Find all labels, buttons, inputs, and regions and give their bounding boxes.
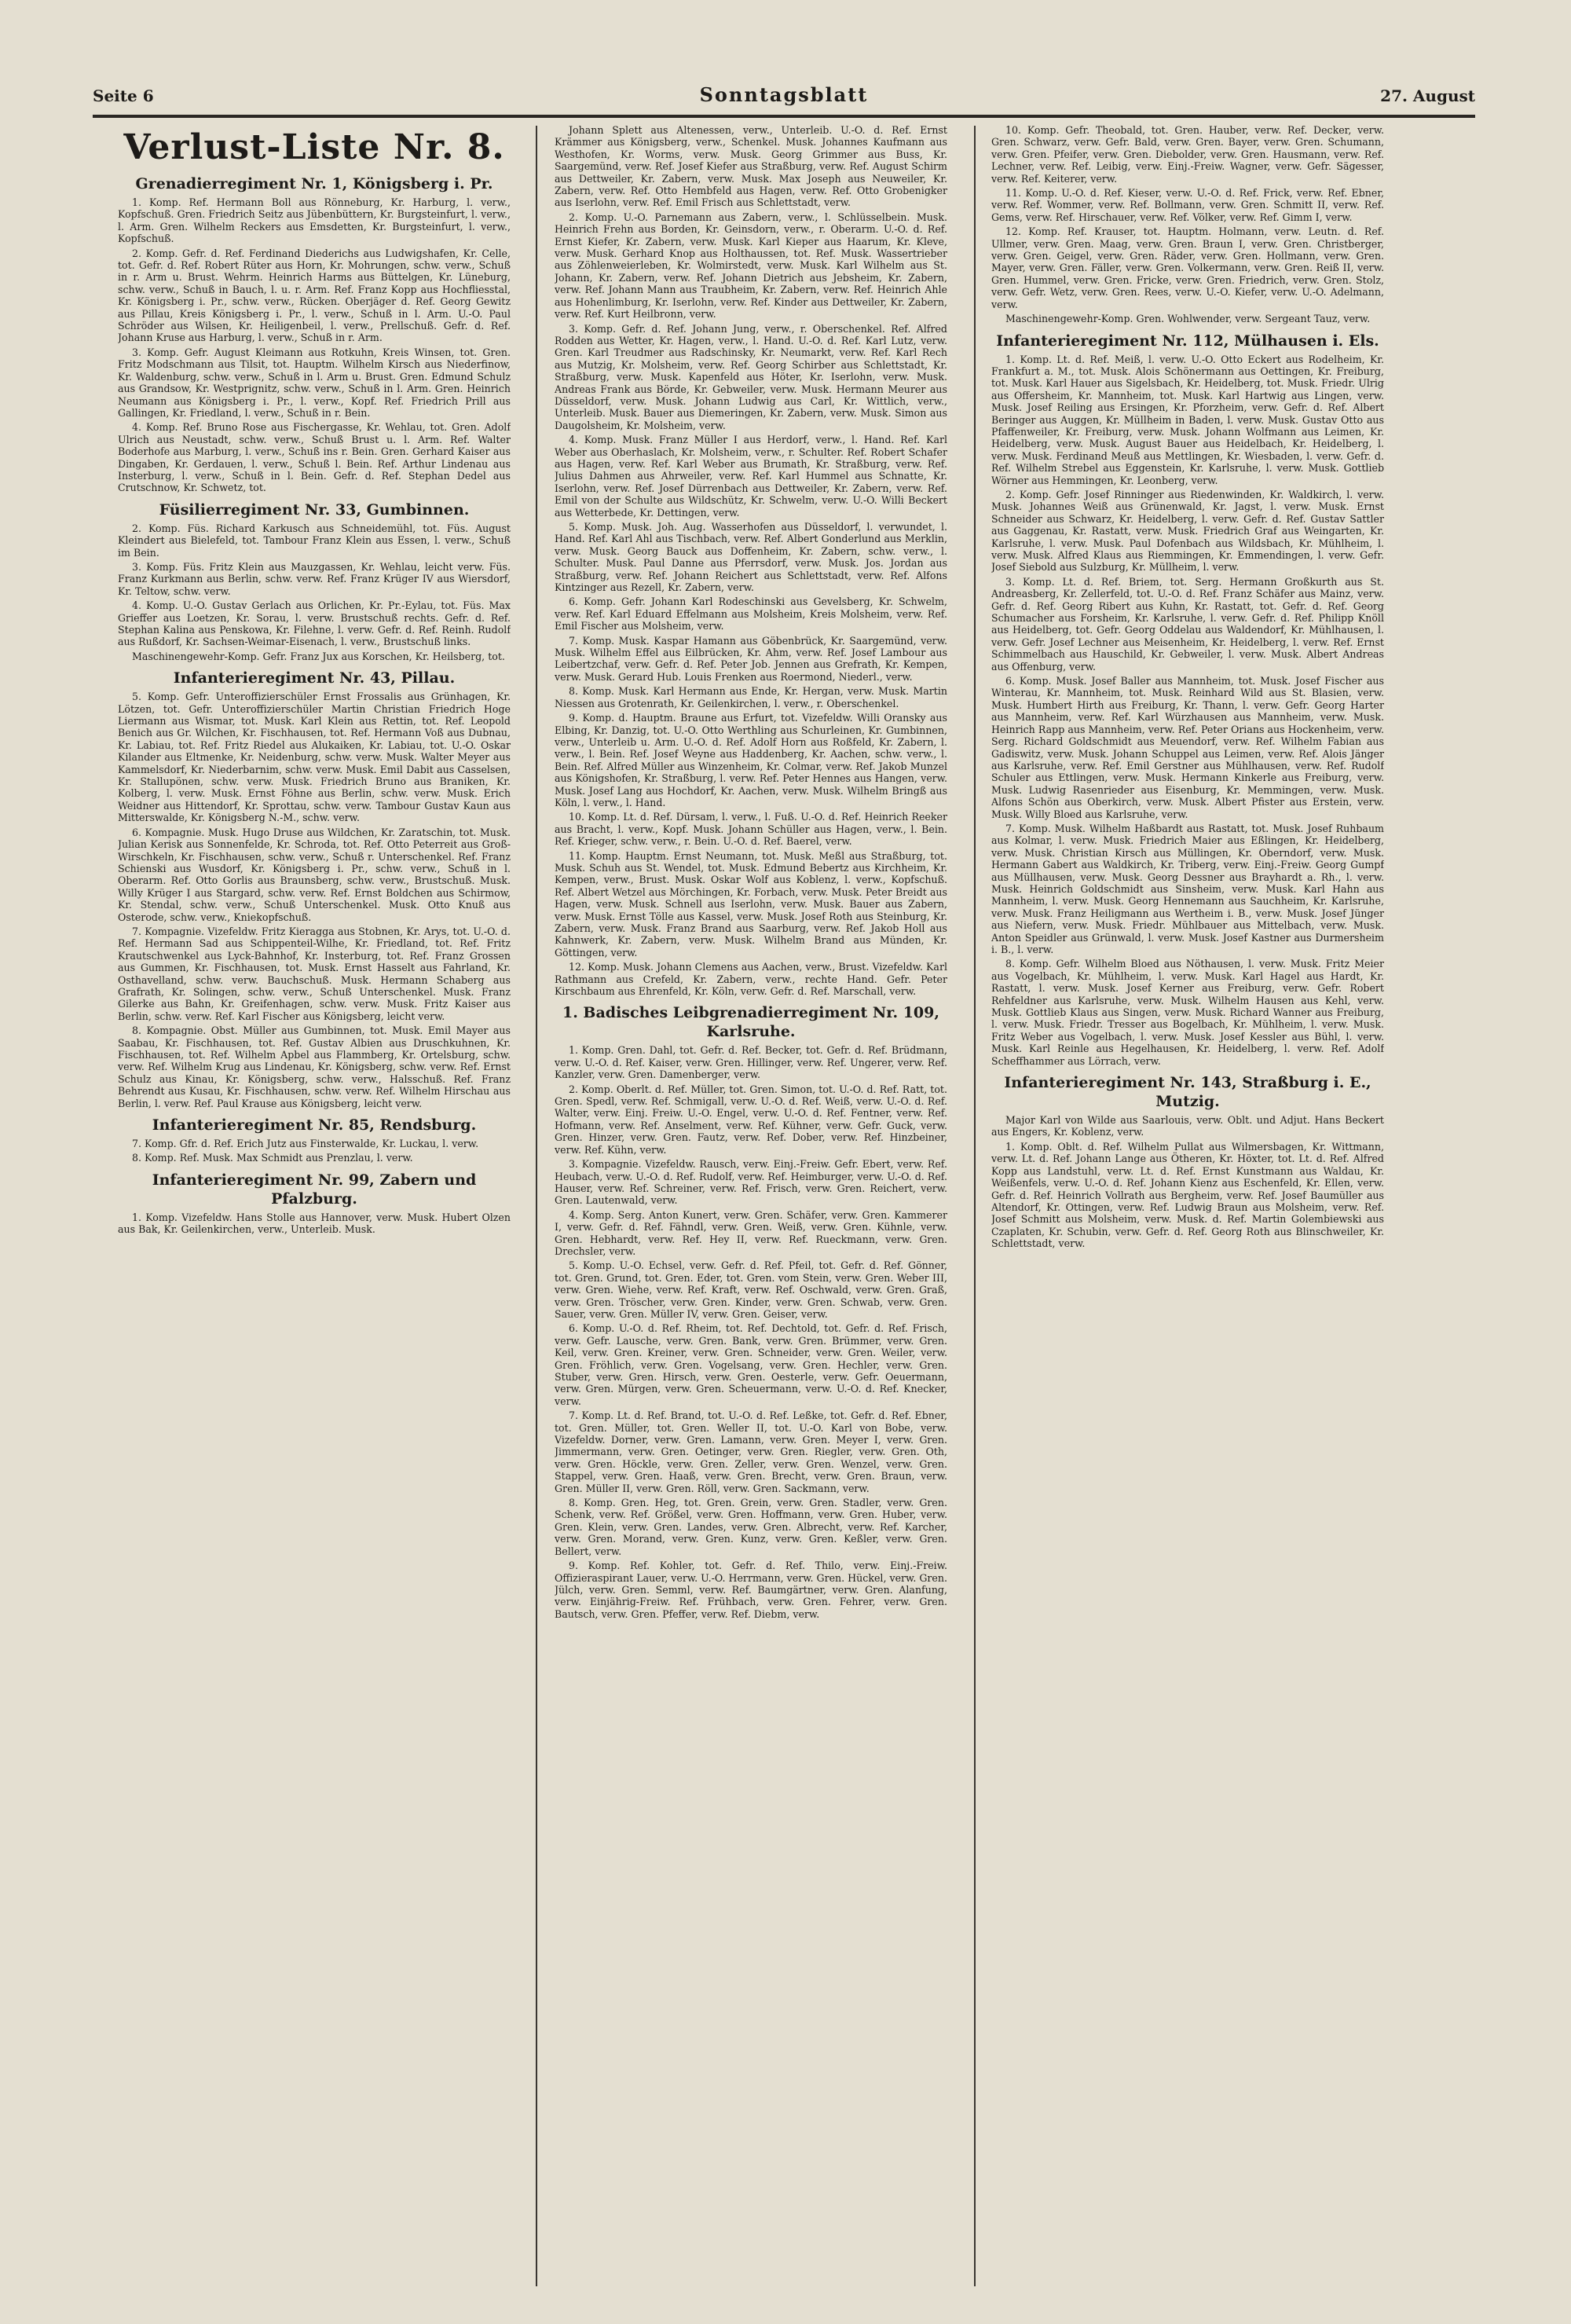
issue-date: 27. August bbox=[1380, 86, 1475, 105]
text-column-2 bbox=[555, 124, 947, 2293]
casualty-entry: 5. Komp. U.-O. Echsel, verw. Gefr. d. Ref. Pfeil, tot. Gefr. d. Ref. Gönner, tot. Gren. Grund, tot. Gren. Eder, tot. Gren. vom Stein, verw. Gren. Weber III, verw. Gren. Wiehe, verw. Ref. Kraft, verw. Ref. Oschwald, verw. Gren. Graß, verw. Gren. Tröscher, verw. Gren. Kinder, verw. Gren. Schwab, verw. Gren. Sauer, verw. Gren. Müller IV, verw. Gren. Geiser, verw. bbox=[555, 1259, 947, 1320]
casualty-entry: 1. Komp. Ref. Hermann Boll aus Rönneburg, Kr. Harburg, l. verw., Kopfschuß. Gren. Friedrich Seitz aus Jübenbüttern, Kr. Burgsteinfurt, l. verw., l. Arm. Gren. Wilhelm Reckers aus Emsdetten, Kr. Burgsteinfurt, l. verw., Kopfschuß. bbox=[118, 196, 511, 245]
casualty-entry: 6. Komp. U.-O. d. Ref. Rheim, tot. Ref. Dechtold, tot. Gefr. d. Ref. Frisch, verw. Gefr. Lausche, verw. Gren. Bank, verw. Gren. Brümmer, verw. Gren. Keil, verw. Gren. Kreiner, verw. Gren. Schneider, verw. Gren. Weiler, verw. Gren. Fröhlich, verw. Gren. Vogelsang, verw. Gren. Hechler, verw. Gren. Stuber, verw. Gren. Hirsch, verw. Gren. Oesterle, verw. Gefr. Oeuermann, verw. Gren. Mürgen, verw. Gren. Scheuermann, verw. U.-O. d. Ref. Knecker, verw. bbox=[555, 1322, 947, 1407]
page-header bbox=[93, 82, 1475, 118]
casualty-entry: 3. Komp. Füs. Fritz Klein aus Mauzgassen, Kr. Wehlau, leicht verw. Füs. Franz Kurkmann aus Berlin, schw. verw. Ref. Franz Krüger IV aus Wiersdorf, Kr. Teltow, schw. verw. bbox=[118, 560, 511, 597]
casualty-entry: 7. Komp. Musk. Kaspar Hamann aus Göbenbrück, Kr. Saargemünd, verw. Musk. Wilhelm Effel aus Eilbrücken, Kr. Ahm, verw. Ref. Josef Lambour aus Leibertzchaf, verw. Gefr. d. Ref. Peter Job. Jennen aus Grefrath, Kr. Kempen, verw. Musk. Gerard Hub. Louis Frenken aus Roermond, Niederl., verw. bbox=[555, 634, 947, 683]
text-column-3 bbox=[991, 124, 1384, 2293]
casualty-entry: 7. Komp. Musk. Wilhelm Haßbardt aus Rastatt, tot. Musk. Josef Ruhbaum aus Kolmar, l. verw. Musk. Friedrich Maier aus Eßlingen, Kr. Heidelberg, verw. Musk. Christian Kirsch aus Müllingen, Kr. Oberndorf, verw. Musk. Hermann Gabert aus Waldkirch, Kr. Triberg, verw. Einj.-Freiw. Georg Gumpf aus Müllhausen, verw. Musk. Georg Dessner aus Brayhardt a. Rh., l. verw. Musk. Heinrich Goldschmidt aus Sinsheim, verw. Musk. Karl Hahn aus Mannheim, l. verw. Musk. Georg Hennemann aus Sauchheim, Kr. Karlsruhe, verw. Musk. Franz Heiligmann aus Wertheim i. B., verw. Musk. Josef Jünger aus Niefern, verw. Musk. Friedr. Mühlbauer aus Mittelbach, verw. Musk. Anton Speidler aus Grünwald, l. verw. Musk. Josef Kastner aus Durmersheim i. B., l. verw. bbox=[991, 822, 1384, 955]
casualty-entry: 2. Komp. Gefr. d. Ref. Ferdinand Diederichs aus Ludwigshafen, Kr. Celle, tot. Gefr. d. Ref. Robert Rüter aus Horn, Kr. Mohrungen, schw. verw., Schuß in r. Arm u. Brust. Wehrm. Heinrich Harms aus Büttelgen, Kr. Lüneburg, schw. verw., Schuß in Bauch, l. u. r. Arm. Ref. Franz Kopp aus Hochfliesstal, Kr. Königsberg i. Pr., schw. verw., Rücken. Oberjäger d. Ref. Georg Gewitz aus Pillau, Kreis Königsberg i. Pr., l. verw., Schuß in l. Arm. U.-O. Paul Schröder aus Wilsen, Kr. Heiligenbeil, l. verw., Prellschuß. Gefr. d. Ref. Johann Kruse aus Harburg, l. verw., Schuß in r. Arm. bbox=[118, 247, 511, 344]
casualty-entry: 4. Komp. U.-O. Gustav Gerlach aus Orlichen, Kr. Pr.-Eylau, tot. Füs. Max Grieffer aus Loetzen, Kr. Sorau, l. verw. Brustschuß rechts. Gefr. d. Ref. Stephan Kalina aus Penskowa, Kr. Filehne, l. verw. Gefr. d. Ref. Reinh. Rudolf aus Rußdorf, Kr. Sachsen-Weimar-Eisenach, l. verw., Brustschuß links. bbox=[118, 599, 511, 648]
list-title: Verlust-Liste Nr. 8. bbox=[123, 127, 505, 167]
casualty-entry: 6. Komp. Musk. Josef Baller aus Mannheim, tot. Musk. Josef Fischer aus Winterau, Kr. Mannheim, tot. Musk. Reinhard Wild aus St. Blasien, verw. Musk. Humbert Hirth aus Freiburg, Kr. Thann, l. verw. Gefr. Georg Harter aus Mannheim, verw. Ref. Karl Würzhausen aus Mannheim, verw. Musk. Heinrich Rapp aus Mannheim, verw. Ref. Peter Orians aus Hockenheim, verw. Serg. Richard Goldschmidt aus Meuendorf, verw. Ref. Wilhelm Fabian aus Gadiswitz, verw. Musk. Johann Schuppel aus Leimen, verw. Ref. Alois Jänger aus Karlsruhe, verw. Ref. Emil Gerstner aus Mühlhausen, verw. Ref. Rudolf Schuler aus Ettlingen, verw. Musk. Hermann Kinkerle aus Freiburg, verw. Musk. Ludwig Rasenrieder aus Eisenburg, Kr. Memmingen, verw. Musk. Alfons Schön aus Oberkirch, verw. Musk. Albert Pfister aus Erstein, verw. Musk. Willy Bloed aus Karlsruhe, verw. bbox=[991, 675, 1384, 820]
regiment-heading: Infanterieregiment Nr. 112, Mülhausen i. Els. bbox=[996, 332, 1379, 350]
casualty-entry: 11. Komp. U.-O. d. Ref. Kieser, verw. U.-O. d. Ref. Frick, verw. Ref. Ebner, verw. Ref. Wommer, verw. Ref. Bollmann, verw. Gren. Schmitt II, verw. Ref. Gems, verw. Ref. Hirschauer, verw. Ref. Völker, verw. Ref. Gimm I, verw. bbox=[991, 187, 1384, 223]
casualty-entry: 2. Komp. Gefr. Josef Rinninger aus Riedenwinden, Kr. Waldkirch, l. verw. Musk. Johannes Weiß aus Grünenwald, Kr. Jagst, l. verw. Musk. Ernst Schneider aus Schwarz, Kr. Heidelberg, l. verw. Gefr. d. Ref. Gustav Sattler aus Gaggenau, Kr. Rastatt, verw. Musk. Friedrich Graf aus Weingarten, Kr. Karlsruhe, l. verw. Musk. Paul Dofenbach aus Wildsbach, Kr. Mühlheim, l. verw. Musk. Alfred Klaus aus Riemmingen, Kr. Emmendingen, l. verw. Gefr. Josef Siebold aus Sulzburg, Kr. Müllheim, l. verw. bbox=[991, 488, 1384, 574]
casualty-entry: 7. Kompagnie. Vizefeldw. Fritz Kieragga aus Stobnen, Kr. Arys, tot. U.-O. d. Ref. Hermann Sad aus Schippenteil-Wilhe, Kr. Friedland, tot. Ref. Fritz Krautschwenkel aus Lyck-Bahnhof, Kr. Insterburg, tot. Ref. Franz Grossen aus Gummen, Kr. Fischhausen, tot. Musk. Ernst Hasselt aus Fahrland, Kr. Osthavelland, schw. verw. Bauchschuß. Musk. Hermann Schaberg aus Grafrath, Kr. Solingen, schw. verw., Schuß Unterschenkel. Musk. Franz Gilerke aus Bahn, Kr. Greifenhagen, schw. verw. Musk. Fritz Kaiser aus Berlin, schw. verw. Ref. Karl Fischer aus Königsberg, leicht verw. bbox=[118, 925, 511, 1022]
casualty-entry: 8. Komp. Gren. Heg, tot. Gren. Grein, verw. Gren. Stadler, verw. Gren. Schenk, verw. Ref. Größel, verw. Gren. Hoffmann, verw. Gren. Huber, verw. Gren. Klein, verw. Gren. Landes, verw. Gren. Albrecht, verw. Ref. Karcher, verw. Gren. Morand, verw. Gren. Kunz, verw. Gren. Keßler, verw. Gren. Bellert, verw. bbox=[555, 1497, 947, 1557]
regiment-heading: Grenadierregiment Nr. 1, Königsberg i. Pr. bbox=[135, 175, 493, 192]
casualty-entry: 2. Komp. Füs. Richard Karkusch aus Schneidemühl, tot. Füs. August Kleindert aus Bielefeld, tot. Tambour Franz Klein aus Essen, l. verw., Schuß im Bein. bbox=[118, 522, 511, 559]
regiment-heading: Infanterieregiment Nr. 85, Rendsburg. bbox=[152, 1116, 477, 1135]
casualty-entry: Maschinengewehr-Komp. Gren. Wohlwender, verw. Sergeant Tauz, verw. bbox=[1005, 313, 1371, 325]
casualty-entry: 3. Komp. Lt. d. Ref. Briem, tot. Serg. Hermann Großkurth aus St. Andreasberg, Kr. Zellerfeld, tot. U.-O. d. Ref. Franz Schäfer aus Mainz, verw. Gefr. d. Ref. Georg Ribert aus Kuhn, Kr. Rastatt, tot. Gefr. d. Ref. Georg Schumacher aus Forsheim, Kr. Karlsruhe, l. verw. Gefr. d. Ref. Philipp Knöll aus Heidelberg, tot. Gefr. Georg Oddelau aus Waldendorf, Kr. Mühlhausen, l. verw. Gefr. Josef Lechner aus Meisenheim, Kr. Heidelberg, l. verw. Ref. Ernst Schimmelbach aus Hauschild, Kr. Gebweiler, l. verw. Musk. Albert Andreas aus Offenburg, verw. bbox=[991, 575, 1384, 673]
casualty-entry: 3. Kompagnie. Vizefeldw. Rausch, verw. Einj.-Freiw. Gefr. Ebert, verw. Ref. Heubach, verw. U.-O. d. Ref. Rudolf, verw. Ref. Heimburger, verw. U.-O. d. Ref. Hauser, verw. Ref. Schreiner, verw. Ref. Frisch, verw. Gren. Reichert, verw. Gren. Lautenwald, verw. bbox=[555, 1158, 947, 1207]
casualty-entry: 8. Komp. Gefr. Wilhelm Bloed aus Nöthausen, l. verw. Musk. Fritz Meier aus Vogelbach, Kr. Mühlheim, l. verw. Musk. Karl Hagel aus Hardt, Kr. Rastatt, l. verw. Musk. Josef Kerner aus Freiburg, verw. Gefr. Robert Rehfeldner aus Karlsruhe, verw. Musk. Wilhelm Hausen aus Kehl, verw. Musk. Gottlieb Klaus aus Singen, verw. Musk. Richard Wanner aus Freiburg, l. verw. Musk. Friedr. Tresser aus Bogelbach, Kr. Mühlheim, l. verw. Musk. Fritz Weber aus Vogelbach, l. verw. Musk. Josef Kessler aus Bühl, l. verw. Musk. Karl Reinle aus Hegelhausen, Kr. Heidelberg, l. verw. Ref. Adolf Scheffhammer aus Lörrach, verw. bbox=[991, 958, 1384, 1067]
casualty-entry: 10. Komp. Gefr. Theobald, tot. Gren. Hauber, verw. Ref. Decker, verw. Gren. Schwarz, verw. Gefr. Bald, verw. Gren. Bayer, verw. Gren. Schumann, verw. Gren. Pfeifer, verw. Gren. Diebolder, verw. Gren. Hausmann, verw. Ref. Lechner, verw. Ref. Leibig, verw. Einj.-Freiw. Wagner, verw. Gefr. Sägesser, verw. Ref. Keiterer, verw. bbox=[991, 124, 1384, 185]
casualty-entry: 8. Komp. Ref. Musk. Max Schmidt aus Prenzlau, l. verw. bbox=[132, 1152, 413, 1164]
casualty-entry: 4. Komp. Serg. Anton Kunert, verw. Gren. Schäfer, verw. Gren. Kammerer I, verw. Gefr. d. Ref. Fähndl, verw. Gren. Weiß, verw. Gren. Kühnle, verw. Gren. Hebhardt, verw. Ref. Hey II, verw. Ref. Rueckmann, verw. Gren. Drechsler, verw. bbox=[555, 1208, 947, 1257]
casualty-entry: 4. Komp. Ref. Bruno Rose aus Fischergasse, Kr. Wehlau, tot. Gren. Adolf Ulrich aus Neustadt, schw. verw., Schuß Brust u. l. Arm. Ref. Walter Boderhofe aus Marburg, l. verw., Schuß ins r. Bein. Gren. Gerhard Kaiser aus Dingaben, Kr. Gerdauen, l. verw., Schuß l. Bein. Ref. Arthur Lindenau aus Insterburg, l. verw., Schuß in l. Bein. Gefr. d. Ref. Stephan Dedel aus Crutschnow, Kr. Schwetz, tot. bbox=[118, 421, 511, 494]
casualty-entry: 3. Komp. Gefr. d. Ref. Johann Jung, verw., r. Oberschenkel. Ref. Alfred Rodden aus Wetter, Kr. Hagen, verw., l. Hand. U.-O. d. Ref. Karl Lutz, verw. Gren. Karl Treudmer aus Radschinsky, Kr. Neumarkt, verw. Ref. Karl Rech aus Mutzig, Kr. Molsheim, verw. Ref. Georg Schirber aus Schlettstadt, Kr. Straßburg, verw. Musk. Kapenfeld aus Höter, Kr. Iserlohn, verw. Musk. Andreas Frank aus Börde, Kr. Gebweiler, verw. Musk. Hermann Meurer aus Düsseldorf, verw. Musk. Johann Ludwig aus Carl, Kr. Wittlich, verw., Unterleib. Musk. Bauer aus Diemeringen, Kr. Zabern, verw. Musk. Simon aus Daugolsheim, Kr. Molsheim, verw. bbox=[555, 322, 947, 431]
regiment-heading: Füsilierregiment Nr. 33, Gumbinnen. bbox=[159, 500, 470, 519]
casualty-entry: Maschinengewehr-Komp. Gefr. Franz Jux aus Korschen, Kr. Heilsberg, tot. bbox=[132, 650, 505, 662]
casualty-entry: 2. Komp. Oberlt. d. Ref. Müller, tot. Gren. Simon, tot. U.-O. d. Ref. Ratt, tot. Gren. Spedl, verw. Ref. Schmigall, verw. U.-O. d. Ref. Weiß, verw. U.-O. d. Ref. Walter, verw. Einj. Freiw. U.-O. Engel, verw. U.-O. d. Ref. Fentner, verw. Ref. Hofmann, verw. Ref. Anselment, verw. Ref. Kühner, verw. Gefr. Guck, verw. Gren. Hinzer, verw. Gren. Fautz, verw. Ref. Dober, verw. Ref. Hinzbeiner, verw. Ref. Kühn, verw. bbox=[555, 1083, 947, 1156]
column-divider bbox=[536, 126, 537, 2286]
casualty-entry: 1. Komp. Lt. d. Ref. Meiß, l. verw. U.-O. Otto Eckert aus Rodelheim, Kr. Frankfurt a. M., tot. Musk. Alois Schönermann aus Oettingen, Kr. Freiburg, tot. Musk. Karl Hauer aus Sigelsbach, Kr. Heidelberg, tot. Musk. Friedr. Ulrig aus Offersheim, Kr. Mannheim, tot. Musk. Karl Hartwig aus Lingen, verw. Musk. Josef Reiling aus Ersingen, Kr. Pforzheim, verw. Gefr. d. Ref. Albert Beringer aus Auggen, Kr. Müllheim in Baden, l. verw. Musk. Gustav Otto aus Pfaffenweiler, Kr. Freiburg, verw. Musk. Johann Wolfmann aus Leimen, Kr. Heidelberg, verw. Musk. August Bauer aus Heidelbach, Kr. Heidelberg, l. verw. Musk. Ferdinand Meuß aus Mettlingen, Kr. Wiesbaden, l. verw. Gefr. d. Ref. Wilhelm Strebel aus Eggenstein, Kr. Karlsruhe, l. verw. Musk. Gottlieb Wörner aus Hemmingen, Kr. Leonberg, verw. bbox=[991, 353, 1384, 486]
column-divider bbox=[974, 126, 976, 2286]
casualty-entry: 3. Komp. Gefr. August Kleimann aus Rotkuhn, Kreis Winsen, tot. Gren. Fritz Modschmann aus Tilsit, tot. Hauptm. Wilhelm Kirsch aus Niederfinow, Kr. Waldenburg, schw. verw., Schuß in l. Arm u. Brust. Gren. Edmund Schulz aus Grandsow, Kr. Westprignitz, schw. verw., Schuß in l. Arm. Gren. Heinrich Neumann aus Königsberg i. Pr., l. verw., Kopf. Ref. Friedrich Prill aus Gallingen, Kr. Friedland, l. verw., Schuß in r. Bein. bbox=[118, 346, 511, 419]
casualty-entry: 9. Komp. Ref. Kohler, tot. Gefr. d. Ref. Thilo, verw. Einj.-Freiw. Offizieraspirant Lauer, verw. U.-O. Herrmann, verw. Gren. Hückel, verw. Gren. Jülch, verw. Gren. Semml, verw. Ref. Baumgärtner, verw. Gren. Alanfung, verw. Einjährig-Freiw. Ref. Frühbach, verw. Gren. Fehrer, verw. Gren. Bautsch, verw. Gren. Pfeffer, verw. Ref. Diebm, verw. bbox=[555, 1560, 947, 1620]
casualty-entry: 12. Komp. Ref. Krauser, tot. Hauptm. Holmann, verw. Leutn. d. Ref. Ullmer, verw. Gren. Maag, verw. Gren. Braun I, verw. Gren. Christberger, verw. Gren. Geigel, verw. Gren. Räder, verw. Gren. Hollmann, verw. Gren. Mayer, verw. Gren. Fäller, verw. Gren. Volkermann, verw. Gren. Reiß II, verw. Gren. Hummel, verw. Gren. Fricke, verw. Gren. Friedrich, verw. Gren. Stolz, verw. Gefr. Wetz, verw. Gren. Rees, verw. U.-O. Kiefer, verw. U.-O. Adelmann, verw. bbox=[991, 225, 1384, 310]
casualty-entry: 11. Komp. Hauptm. Ernst Neumann, tot. Musk. Meßl aus Straßburg, tot. Musk. Schuh aus St. Wendel, tot. Musk. Edmund Bebertz aus Kirchheim, Kr. Kempen, verw., Brust. Musk. Oskar Wolf aus Koblenz, l. verw., Kopfschuß. Ref. Albert Wetzel aus Mörchingen, Kr. Forbach, verw. Musk. Peter Breidt aus Hagen, verw. Musk. Schnell aus Iserlohn, verw. Musk. Bauer aus Zabern, verw. Musk. Ernst Tölle aus Kassel, verw. Musk. Josef Roth aus Steinburg, Kr. Zabern, verw. Musk. Franz Brand aus Saarburg, verw. Ref. Jakob Holl aus Kahnwerk, Kr. Zabern, verw. Musk. Wilhelm Brand aus Münden, Kr. Göttingen, verw. bbox=[555, 849, 947, 959]
text-column-1 bbox=[118, 124, 511, 2293]
casualty-entry: 5. Komp. Musk. Joh. Aug. Wasserhofen aus Düsseldorf, l. verwundet, l. Hand. Ref. Karl Ahl aus Tischbach, verw. Ref. Albert Gonderlund aus Merklin, verw. Musk. Georg Bauck aus Doffenheim, Kr. Zabern, schw. verw., l. Schulter. Musk. Paul Danne aus Pferrsdorf, verw. Musk. Jos. Jordan aus Straßburg, verw. Ref. Johann Reichert aus Schlettstadt, verw. Ref. Alfons Kintzinger aus Rezell, Kr. Zabern, verw. bbox=[555, 521, 947, 594]
casualty-entry: 10. Komp. Lt. d. Ref. Dürsam, l. verw., l. Fuß. U.-O. d. Ref. Heinrich Reeker aus Bracht, l. verw., Kopf. Musk. Johann Schüller aus Hagen, verw., l. Bein. Ref. Krieger, schw. verw., r. Bein. U.-O. d. Ref. Baerel, verw. bbox=[555, 811, 947, 848]
regiment-heading: Infanterieregiment Nr. 99, Zabern und Pfalzburg. bbox=[152, 1171, 477, 1208]
regiment-heading: Infanterieregiment Nr. 43, Pillau. bbox=[173, 669, 456, 687]
casualty-entry: 6. Komp. Gefr. Johann Karl Rodeschinski aus Gevelsberg, Kr. Schwelm, verw. Ref. Karl Eduard Effelmann aus Molsheim, Kreis Molsheim, verw. Ref. Emil Fischer aus Molsheim, verw. bbox=[555, 596, 947, 632]
regiment-heading: 1. Badisches Leibgrenadierregiment Nr. 109, Karlsruhe. bbox=[562, 1004, 939, 1041]
casualty-entry: 8. Komp. Musk. Karl Hermann aus Ende, Kr. Hergan, verw. Musk. Martin Niessen aus Grotenrath, Kr. Geilenkirchen, l. verw., r. Oberschenkel. bbox=[555, 685, 947, 709]
casualty-entry: Major Karl von Wilde aus Saarlouis, verw. Oblt. und Adjut. Hans Beckert aus Engers, Kr. Koblenz, verw. bbox=[991, 1114, 1384, 1138]
page-number: Seite 6 bbox=[93, 86, 154, 105]
casualty-entry: 6. Kompagnie. Musk. Hugo Druse aus Wildchen, Kr. Zaratschin, tot. Musk. Julian Kerisk aus Sonnenfelde, Kr. Schroda, tot. Ref. Otto Peterreit aus Groß-Wirschkeln, Kr. Fischhausen, schw. verw., Schuß r. Unterschenkel. Ref. Franz Schienski aus Wusdorf, Kr. Königsberg i. Pr., schw. verw., Schuß in l. Oberarm. Ref. Otto Gorlis aus Braunsberg, schw. verw., Brustschuß. Musk. Willy Krüger I aus Stargard, schw. verw. Ref. Ernst Boldchen aus Schirmow, Kr. Stendal, schw. verw., Schuß Unterschenkel. Musk. Otto Knuß aus Osterode, schw. verw., Kniekopfschuß. bbox=[118, 826, 511, 923]
casualty-entry: 8. Kompagnie. Obst. Müller aus Gumbinnen, tot. Musk. Emil Mayer aus Saabau, Kr. Fischhausen, tot. Ref. Gustav Albien aus Druschkuhnen, Kr. Fischhausen, tot. Ref. Wilhelm Apbel aus Flammberg, Kr. Ortelsburg, schw. verw. Ref. Wilhelm Krug aus Lindenau, Kr. Königsberg, schw. verw. Ref. Ernst Schulz aus Kinau, Kr. Königsberg, schw. verw., Halsschuß. Ref. Franz Behrendt aus Kusau, Kr. Fischhausen, schw. verw. Ref. Wilhelm Hirschau aus Berlin, l. verw. Ref. Paul Krause aus Königsberg, leicht verw. bbox=[118, 1025, 511, 1109]
casualty-entry: 1. Komp. Gren. Dahl, tot. Gefr. d. Ref. Becker, tot. Gefr. d. Ref. Brüdmann, verw. U.-O. d. Ref. Kaiser, verw. Gren. Hillinger, verw. Ref. Ungerer, verw. Ref. Kanzler, verw. Gren. Damenberger, verw. bbox=[555, 1044, 947, 1081]
casualty-entry: Johann Splett aus Altenessen, verw., Unterleib. U.-O. d. Ref. Ernst Krämmer aus Königsberg, verw., Schenkel. Musk. Johannes Kaufmann aus Westhofen, Kr. Worms, verw. Musk. Georg Grimmer aus Buss, Kr. Saargemünd, verw. Ref. Josef Kiefer aus Straßburg, verw. Ref. August Schirm aus Dettweiler, Kr. Zabern, verw. Musk. Max Joseph aus Neuweiler, Kr. Zabern, verw. Ref. Otto Hembfeld aus Hagen, verw. Ref. Otto Grobenigker aus Iserlohn, verw. Ref. Emil Frisch aus Schlettstadt, verw. bbox=[555, 124, 947, 209]
casualty-entry: 1. Komp. Oblt. d. Ref. Wilhelm Pullat aus Wilmersbagen, Kr. Wittmann, verw. Lt. d. Ref. Johann Lange aus Ötheren, Kr. Höxter, tot. Lt. d. Ref. Alfred Kopp aus Landstuhl, verw. Lt. d. Ref. Ernst Kunstmann aus Waldau, Kr. Weißenfels, verw. U.-O. d. Ref. Johann Kienz aus Eschenfeld, Kr. Ellen, verw. Gefr. d. Ref. Heinrich Vollrath aus Bergheim, verw. Ref. Josef Baumüller aus Altendorf, Kr. Ottingen, verw. Ref. Ludwig Braun aus Molsheim, verw. Ref. Josef Schmitt aus Molsheim, verw. Musk. d. Ref. Martin Golembiewski aus Czaplaten, Kr. Schubin, verw. Gefr. d. Ref. Georg Roth aus Blinschweiler, Kr. Schlettstadt, verw. bbox=[991, 1140, 1384, 1250]
casualty-entry: 5. Komp. Gefr. Unteroffizierschüler Ernst Frossalis aus Grünhagen, Kr. Lötzen, tot. Gefr. Unteroffizierschüler Martin Christian Friedrich Hoge Liermann aus Wismar, tot. Musk. Karl Klein aus Rettin, tot. Ref. Leopold Benich aus Gr. Wilchen, Kr. Fischhausen, tot. Ref. Hermann Voß aus Dubnau, Kr. Labiau, tot. Ref. Fritz Riedel aus Alukaiken, Kr. Labiau, tot. U.-O. Oskar Kilander aus Eltmenke, Kr. Neidenburg, schw. verw. Musk. Walter Meyer aus Kammelsdorf, Kr. Niederbarnim, schw. verw. Musk. Emil Dabit aus Casselsen, Kr. Stallupönen, schw. verw. Musk. Friedrich Bruno aus Braniken, Kr. Kolberg, l. verw. Musk. Ernst Föhne aus Berlin, schw. verw. Musk. Erich Weidner aus Hittendorf, Kr. Sprottau, schw. verw. Tambour Gustav Kaun aus Mitterswalde, Kr. Königsberg N.-M., schw. verw. bbox=[118, 691, 511, 824]
regiment-heading: Infanterieregiment Nr. 143, Straßburg i. E., Mutzig. bbox=[1004, 1074, 1371, 1111]
casualty-entry: 1. Komp. Vizefeldw. Hans Stolle aus Hannover, verw. Musk. Hubert Olzen aus Bak, Kr. Geilenkirchen, verw., Unterleib. Musk. bbox=[118, 1211, 511, 1236]
casualty-entry: 4. Komp. Musk. Franz Müller I aus Herdorf, verw., l. Hand. Ref. Karl Weber aus Oberhaslach, Kr. Molsheim, verw., r. Schulter. Ref. Robert Schafer aus Hagen, verw. Ref. Karl Weber aus Brumath, Kr. Straßburg, verw. Ref. Julius Dahmen aus Ahrweiler, verw. Ref. Karl Hummel aus Schnatte, Kr. Iserlohn, verw. Ref. Josef Dürrenbach aus Dettweiler, Kr. Zabern, verw. Ref. Emil von der Schulte aus Wildschütz, Kr. Schwelm, verw. U.-O. Willi Beckert aus Wetterbede, Kr. Dettingen, verw. bbox=[555, 434, 947, 519]
casualty-entry: 2. Komp. U.-O. Parnemann aus Zabern, verw., l. Schlüsselbein. Musk. Heinrich Frehn aus Borden, Kr. Geinsdorn, verw., r. Oberarm. U.-O. d. Ref. Ernst Kiefer, Kr. Zabern, verw. Musk. Karl Kieper aus Haarum, Kr. Kleve, verw. Musk. Gerhard Knop aus Holthaussen, tot. Ref. Musk. Wassertrieber aus Zöhlenweierleben, Kr. Wolmirstedt, verw. Musk. Karl Wilhelm aus St. Johann, Kr. Zabern, verw. Ref. Johann Dietrich aus Jebsheim, Kr. Zabern, verw. Ref. Johann Mann aus Traubheim, Kr. Zabern, verw. Ref. Heinrich Ahle aus Hohenlimburg, Kr. Iserlohn, verw. Ref. Kinder aus Dettweiler, Kr. Zabern, verw. Ref. Kurt Heilbronn, verw. bbox=[555, 211, 947, 321]
casualty-entry: 7. Komp. Gfr. d. Ref. Erich Jutz aus Finsterwalde, Kr. Luckau, l. verw. bbox=[132, 1138, 479, 1150]
casualty-entry: 12. Komp. Musk. Johann Clemens aus Aachen, verw., Brust. Vizefeldw. Karl Rathmann aus Crefeld, Kr. Zabern, verw., rechte Hand. Gefr. Peter Kirschbaum aus Ehrenfeld, Kr. Köln, verw. Gefr. d. Ref. Marschall, verw. bbox=[555, 961, 947, 998]
newspaper-name: Sonntagsblatt bbox=[699, 83, 869, 106]
casualty-entry: 7. Komp. Lt. d. Ref. Brand, tot. U.-O. d. Ref. Leßke, tot. Gefr. d. Ref. Ebner, tot. Gren. Müller, tot. Gren. Weller II, tot. U.-O. Karl von Bobe, verw. Vizefeldw. Dorner, verw. Gren. Lamann, verw. Gren. Meyer I, verw. Gren. Jimmermann, verw. Gren. Oetinger, verw. Gren. Riegler, verw. Gren. Oth, verw. Gren. Höckle, verw. Gren. Zeller, verw. Gren. Wenzel, verw. Gren. Stappel, verw. Gren. Haaß, verw. Gren. Brecht, verw. Gren. Braun, verw. Gren. Müller II, verw. Gren. Röll, verw. Gren. Sackmann, verw. bbox=[555, 1409, 947, 1494]
casualty-entry: 9. Komp. d. Hauptm. Braune aus Erfurt, tot. Vizefeldw. Willi Oransky aus Elbing, Kr. Danzig, tot. U.-O. Otto Werthling aus Schurleinen, Kr. Gumbinnen, verw., Unterleib u. Arm. U.-O. d. Ref. Adolf Horn aus Roßfeld, Kr. Zabern, l. verw., l. Bein. Ref. Josef Weyne aus Haddenberg, Kr. Aachen, schw. verw., l. Bein. Ref. Alfred Müller aus Winzenheim, Kr. Colmar, verw. Ref. Jakob Munzel aus Königshofen, Kr. Straßburg, l. verw. Ref. Peter Hennes aus Hangen, verw. Musk. Josef Lang aus Hochdorf, Kr. Aachen, verw. Musk. Wilhelm Bringß aus Köln, l. verw., l. Hand. bbox=[555, 712, 947, 808]
